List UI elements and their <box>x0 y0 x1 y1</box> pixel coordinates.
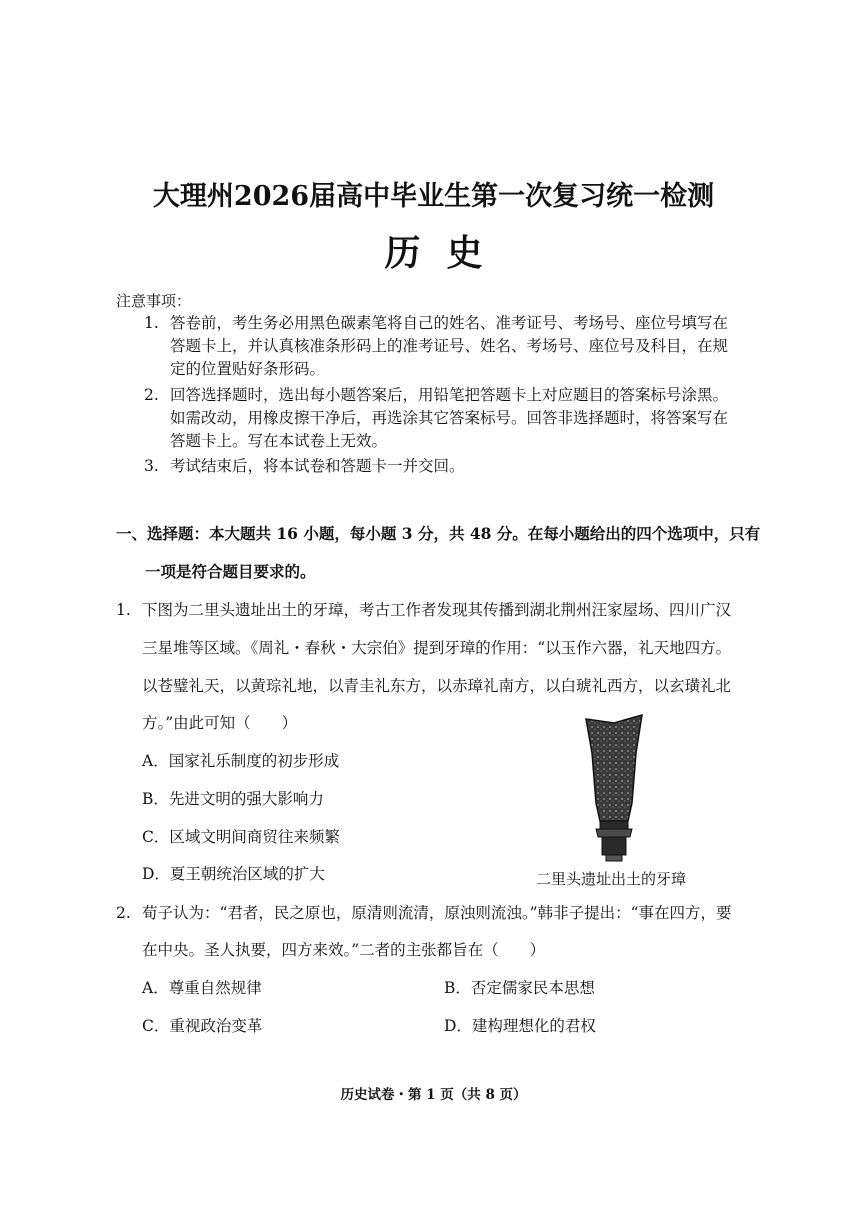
note-line: 答题卡上。写在本试卷上无效。 <box>170 432 388 450</box>
question-line: 三星堆等区域。《周礼・春秋・大宗伯》提到牙璋的作用：“以玉作六器，礼天地四方。 <box>142 639 732 657</box>
subject-title: 历史 <box>384 232 509 274</box>
note-item-3 <box>144 455 465 478</box>
note-number: 3. <box>144 457 159 475</box>
option-a: A．尊重自然规律 <box>142 979 262 997</box>
note-number: 1. <box>144 314 159 332</box>
note-line: 回答选择题时，选出每小题答案后，用铅笔把答题卡上对应题目的答案标号涂黑。 <box>170 386 729 404</box>
notes-heading: 注意事项： <box>116 292 192 310</box>
question-line: 荀子认为：“君者，民之原也，原清则流清，原浊则流浊。”韩非子提出：“事在四方，要 <box>142 904 732 922</box>
note-line: 如需改动，用橡皮擦干净后，再选涂其它答案标号。回答非选择题时，将答案写在 <box>170 409 729 427</box>
question-number: 2. <box>116 904 131 922</box>
question-line: 下图为二里头遗址出土的牙璋，考古工作者发现其传播到湖北荆州汪家屋场、四川广汉 <box>142 601 732 619</box>
note-number: 2. <box>144 386 159 404</box>
note-item-2 <box>144 384 728 407</box>
note-item-1 <box>144 312 728 335</box>
option-b: B．先进文明的强大影响力 <box>142 790 324 808</box>
note-line: 定的位置贴好条形码。 <box>170 360 326 378</box>
question-line: 方。”由此可知（ ） <box>142 714 298 732</box>
note-line: 答题卡上，并认真核准条形码上的准考证号、姓名、考场号、座位号及科目，在规 <box>170 337 729 355</box>
section-heading: 一、选择题：本大题共 16 小题，每小题 3 分，共 48 分。在每小题给出的四个选项中，只有 <box>116 524 761 543</box>
question-1 <box>116 598 731 620</box>
section-heading-cont: 一项是符合题目要求的。 <box>145 562 316 581</box>
option-b: B．否定儒家民本思想 <box>444 979 595 997</box>
image-caption: 二里头遗址出土的牙璋 <box>536 870 687 888</box>
note-line: 答卷前，考生务必用黑色碳素笔将自己的姓名、准考证号、考场号、座位号填写在 <box>170 314 729 332</box>
page-footer: 历史试卷・第 1 页（共 8 页） <box>340 1087 527 1103</box>
option-c: C．重视政治变革 <box>142 1017 263 1035</box>
question-2 <box>116 901 732 923</box>
yazhang-artifact-image <box>584 713 644 863</box>
question-line: 在中央。圣人执要，四方来效。”二者的主张都旨在（ ） <box>142 941 546 959</box>
option-c: C．区域文明间商贸往来频繁 <box>142 828 340 846</box>
exam-title: 大理州2026届高中毕业生第一次复习统一检测 <box>152 181 715 212</box>
question-line: 以苍璧礼天，以黄琮礼地，以青圭礼东方，以赤璋礼南方，以白琥礼西方，以玄璜礼北 <box>142 677 732 695</box>
note-line: 考试结束后，将本试卷和答题卡一并交回。 <box>170 457 465 475</box>
question-number: 1. <box>116 601 131 619</box>
option-d: D．建构理想化的君权 <box>444 1017 596 1035</box>
option-a: A．国家礼乐制度的初步形成 <box>142 752 340 770</box>
option-d: D．夏王朝统治区域的扩大 <box>142 865 325 883</box>
